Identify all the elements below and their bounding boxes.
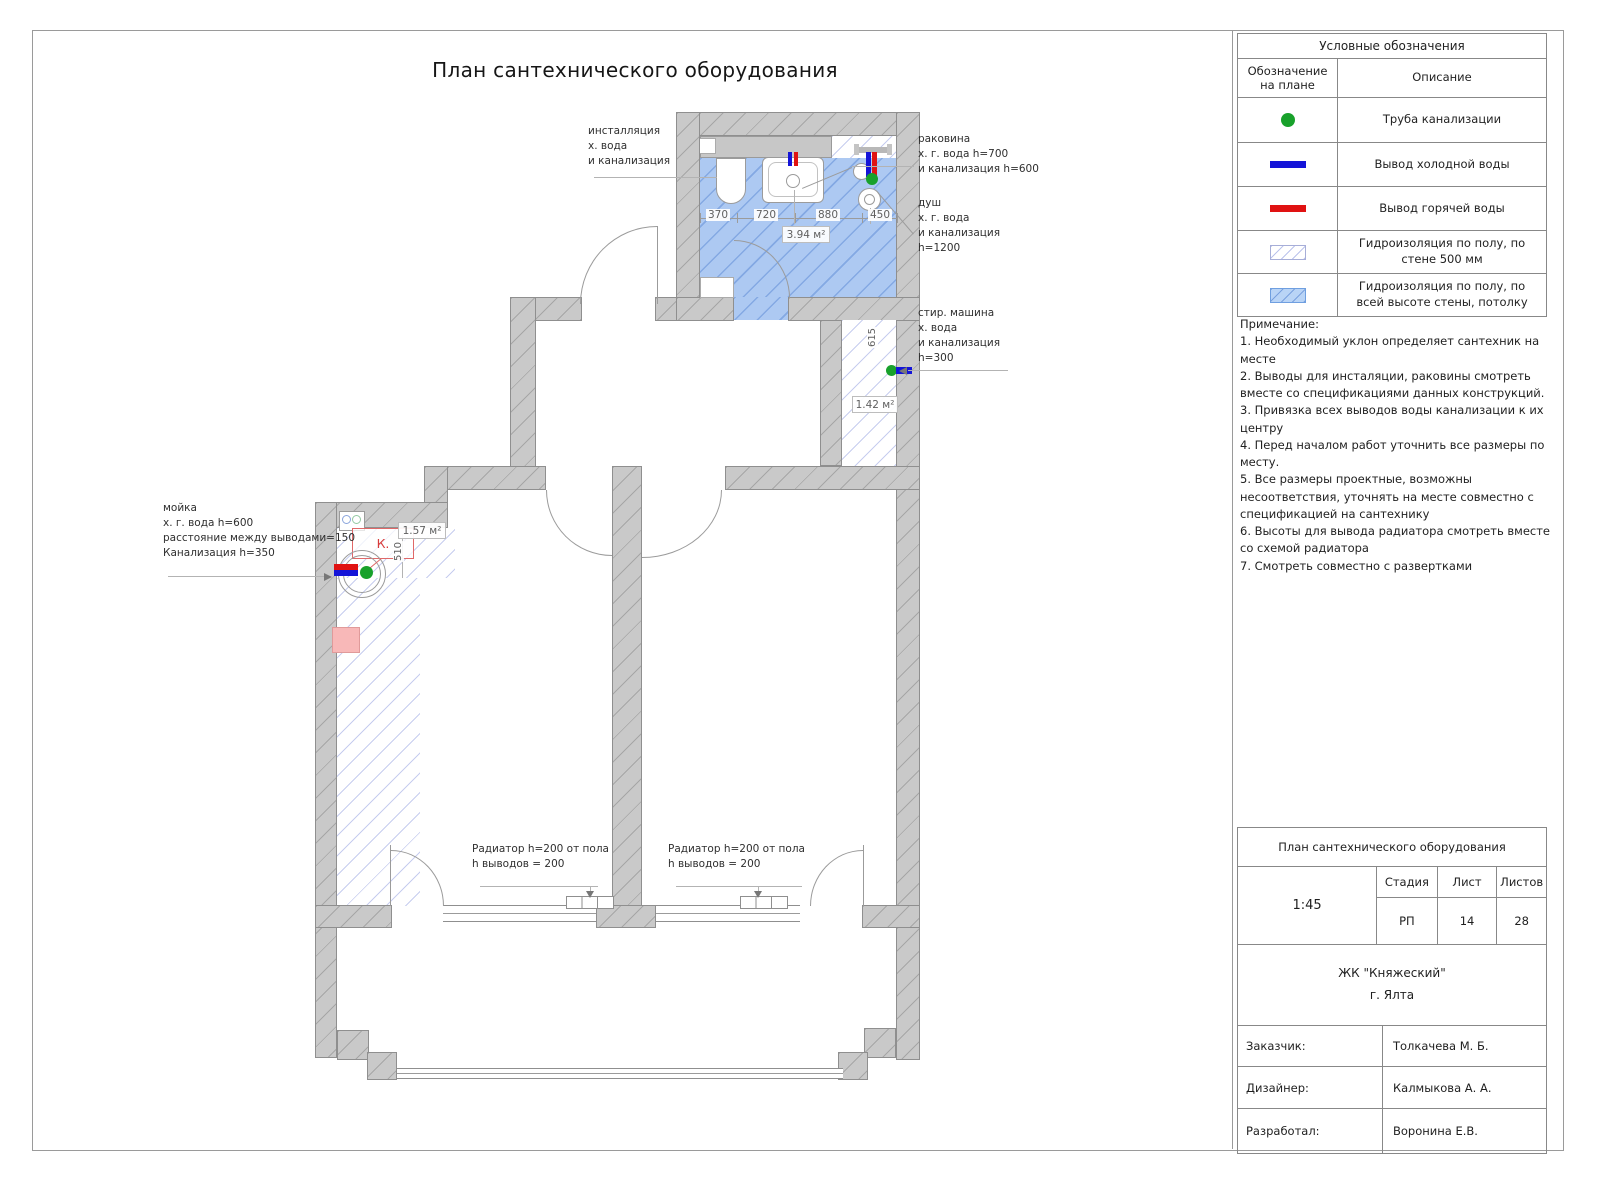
radiator-label-right: [668, 842, 805, 872]
project-cell: [1238, 945, 1546, 1026]
washbasin-hot-outlet: [794, 152, 798, 166]
legend-symbol-cell: [1238, 231, 1338, 273]
shower-sewer-pipe: [866, 173, 878, 185]
kitchen-area-box: 1.57 м²: [398, 522, 446, 539]
legend-col-desc: Описание: [1412, 70, 1472, 85]
legend-desc-cell: Гидроизоляция по полу, по стене 500 мм: [1358, 236, 1526, 266]
notes-block: [1240, 316, 1562, 575]
kitchen-sink-label-line2: х. г. вода h=600: [163, 516, 254, 529]
washbasin-drain: [786, 174, 800, 188]
dim-tick: [795, 213, 796, 223]
radiator-label-left-line2: h выводов = 200: [472, 857, 565, 870]
shower-label-line1: душ: [918, 197, 942, 209]
page-title: План сантехнического оборудования: [432, 58, 838, 82]
installation-label-line3: и канализация: [588, 154, 671, 167]
room2-door-arc: [642, 490, 722, 558]
kitchen-sink-label: [163, 501, 355, 561]
radiator-label-left: [472, 842, 609, 872]
project-city: г. Ялта: [1369, 988, 1415, 1002]
shower-drain-inner: [864, 194, 875, 205]
customer-row: [1238, 1026, 1546, 1067]
laundry-label-line3: и канализация: [918, 336, 1001, 349]
customer-value: Толкачева М. Б.: [1393, 1039, 1489, 1053]
note-3: 3. Привязка всех выводов воды канализации к их центру: [1240, 403, 1544, 435]
customer-label: Заказчик:: [1238, 1026, 1383, 1066]
washbasin-cold-outlet: [788, 152, 792, 166]
hall-door-arc: [580, 226, 657, 304]
legend-col-symbol: Обозначение на плане: [1238, 59, 1338, 97]
radiator-left-arrow: [586, 891, 594, 898]
kitchen-pink-equipment: [332, 627, 360, 653]
panel-divider: [1232, 30, 1233, 1149]
balcony-step-left-2: [367, 1052, 397, 1080]
kitchen-marker-label: К.: [376, 536, 390, 551]
cold-water-icon: [1270, 161, 1306, 168]
note-2: 2. Выводы для инсталяции, раковины смотреть вместе со спецификациями данных конструкций.: [1240, 368, 1545, 400]
legend-title: Условные обозначения: [1238, 34, 1546, 59]
installation-leader: [594, 177, 717, 178]
kitchen-sink-label-line4: Канализация h=350: [163, 546, 275, 559]
stage-column: [1377, 867, 1438, 944]
kitchen-width-dim: 510: [393, 541, 405, 562]
laundry-leader: [908, 370, 1008, 371]
hall-wall-left: [510, 297, 536, 469]
bathroom-area-box: 3.94 м²: [782, 226, 830, 243]
kitchen-sink-label-line3: расстояние между выводами=150: [163, 531, 356, 544]
radiator-label-right-line1: Радиатор h=200 от пола: [668, 843, 805, 855]
shower-label-line2: х. г. вода: [918, 211, 970, 224]
balcony-step-right-1: [864, 1028, 896, 1058]
balcony-step-left-1: [337, 1030, 369, 1060]
hot-water-icon: [1270, 205, 1306, 212]
sewer-pipe-icon: [1281, 113, 1295, 127]
drawing-scale: 1:45: [1238, 867, 1377, 944]
bathroom-door-floor: [734, 297, 788, 320]
developer-row: [1238, 1109, 1546, 1153]
room1-door-arc: [546, 490, 612, 556]
radiator-label-right-line2: h выводов = 200: [668, 857, 761, 870]
legend-desc-cell: Вывод горячей воды: [1379, 200, 1505, 215]
legend-symbol-cell: [1238, 98, 1338, 142]
waterproofing-full-hatch-icon: [1270, 288, 1306, 303]
notes-header: Примечание:: [1240, 317, 1319, 331]
legend-desc-cell: Вывод холодной воды: [1374, 156, 1510, 171]
kitchen-sink-leader-arrow: [324, 573, 332, 581]
laundry-label-line2: х. вода: [918, 321, 958, 334]
dim-witness-sink: [794, 190, 795, 224]
dim-720: 720: [755, 209, 777, 221]
mid-wall-band-right: [725, 466, 920, 490]
balcony-door-right-arc: [810, 850, 863, 906]
sink-leader-horiz: [852, 166, 914, 167]
kitchen-cold-outlet: [334, 570, 358, 576]
bathroom-wall-left: [676, 112, 700, 320]
sink-label: [918, 132, 1039, 177]
radiator-room2: [740, 896, 788, 909]
legend-row-waterproof-full: [1238, 274, 1546, 316]
project-name: ЖК "Княжеский": [1338, 966, 1446, 981]
sink-label-line1: раковина: [918, 133, 971, 145]
shower-label-line4: h=1200: [918, 241, 961, 254]
kitchen-sink-leader: [168, 576, 331, 577]
dim-880: 880: [817, 209, 839, 221]
legend-row-hot: [1238, 187, 1546, 231]
laundry-height-dim: 615: [867, 327, 879, 348]
legend-row-cold: [1238, 143, 1546, 187]
bottom-wall-right: [862, 905, 920, 928]
developer-label: Разработал:: [1238, 1109, 1383, 1153]
radiator-right-underline: [676, 886, 802, 887]
sheet-column: [1438, 867, 1498, 944]
laundry-leader-arrow: [899, 367, 907, 375]
designer-row: [1238, 1067, 1546, 1109]
laundry-area-box: 1.42 м²: [852, 396, 898, 413]
waterproofing-wall-hatch-icon: [1270, 245, 1306, 260]
dim-370: 370: [707, 209, 729, 221]
dim-tick: [700, 213, 701, 223]
installation-label: [588, 124, 670, 169]
note-7: 7. Смотреть совместно с развертками: [1240, 558, 1473, 573]
sheets-column: [1497, 867, 1546, 944]
legend-table: [1237, 33, 1547, 317]
balcony-glazing: [397, 1068, 843, 1079]
bathroom-installation-band: [700, 136, 832, 158]
stage-label: Стадия: [1377, 867, 1437, 898]
hall-wall-top-right: [655, 297, 677, 321]
sink-label-line2: х. г. вода h=700: [918, 147, 1009, 160]
title-block: [1237, 827, 1547, 1154]
bathroom-wall-bottom-right: [788, 297, 920, 321]
note-4: 4. Перед началом работ уточнить все размеры по месту.: [1240, 437, 1545, 469]
shower-label: [918, 196, 1000, 256]
installation-label-line2: х. вода: [588, 139, 628, 152]
radiator-label-left-line1: Радиатор h=200 от пола: [472, 843, 609, 855]
kitchen-sink-label-line1: мойка: [163, 502, 197, 514]
dim-450: 450: [869, 209, 891, 221]
bathroom-wall-top: [676, 112, 920, 136]
kitchen-sewer-pipe: [360, 566, 373, 579]
bathroom-shaft-box: [699, 138, 716, 154]
stage-value: РП: [1399, 914, 1415, 928]
dim-tick: [862, 213, 863, 223]
shower-faucet-knob-left: [854, 144, 859, 155]
sheet-value: 14: [1459, 914, 1475, 928]
legend-symbol-cell: [1238, 187, 1338, 230]
laundry-label-line1: стир. машина: [918, 307, 995, 319]
radiator-right-arrow: [754, 891, 762, 898]
legend-row-sewer: [1238, 98, 1546, 143]
hall-door-leaf: [657, 226, 658, 304]
legend-desc-cell: Гидроизоляция по полу, по всей высоте стены, потолку: [1356, 279, 1528, 309]
legend-row-waterproof-wall: [1238, 231, 1546, 274]
radiator-left-underline: [480, 886, 598, 887]
dim-tick: [737, 213, 738, 223]
toilet-installation: [716, 158, 746, 204]
legend-symbol-cell: [1238, 274, 1338, 316]
legend-header-row: [1238, 59, 1546, 98]
legend-symbol-cell: [1238, 143, 1338, 186]
bottom-wall-left: [315, 905, 392, 928]
mid-wall-vertical: [612, 466, 642, 928]
sheet-label: Лист: [1438, 867, 1497, 898]
shower-label-line3: и канализация: [918, 226, 1001, 239]
legend-desc-cell: Труба канализации: [1382, 112, 1502, 127]
installation-label-line1: инсталляция: [588, 125, 661, 137]
designer-label: Дизайнер:: [1238, 1067, 1383, 1108]
developer-value: Воронина Е.В.: [1393, 1124, 1478, 1138]
laundry-niche-wall-left: [820, 320, 842, 466]
sink-label-line3: и канализация h=600: [918, 162, 1039, 175]
outer-wall-left: [315, 502, 337, 1058]
laundry-label-line4: h=300: [918, 351, 954, 364]
balcony-door-left-arc: [391, 850, 444, 906]
shower-faucet-knob-right: [887, 144, 892, 155]
note-5: 5. Все размеры проектные, возможны несоответствия, уточнять на месте совместно с спецификацией на сантехнику: [1240, 472, 1534, 521]
title-block-grid: [1238, 867, 1546, 945]
title-block-doc-title: План сантехнического оборудования: [1238, 828, 1546, 867]
laundry-label: [918, 306, 1000, 366]
note-1: 1. Необходимый уклон определяет сантехник на месте: [1240, 334, 1540, 366]
balcony-door-right-leaf: [863, 845, 864, 906]
note-6: 6. Высоты для вывода радиатора смотреть вместе со схемой радиатора: [1240, 524, 1551, 556]
designer-value: Калмыкова А. А.: [1393, 1080, 1492, 1095]
sheets-value: 28: [1514, 914, 1529, 928]
bathroom-corner-duct: [700, 277, 734, 298]
sheets-label: Листов: [1497, 867, 1546, 898]
bathroom-wall-bottom-left: [676, 297, 734, 321]
